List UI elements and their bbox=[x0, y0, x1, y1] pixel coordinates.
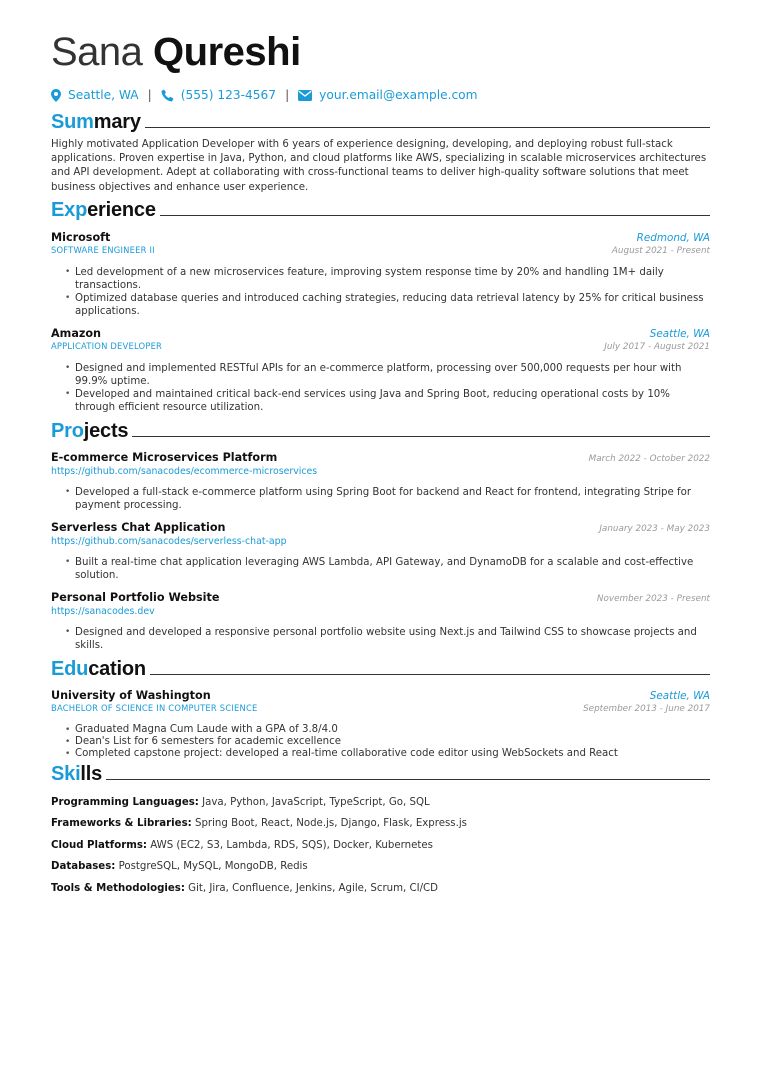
bullet-item: • Optimized database queries and introduced caching strategies, reducing data retrieval latency by 25% for critical business applications. bbox=[65, 292, 710, 318]
bullet-item: • Graduated Magna Cum Laude with a GPA of 3.8/4.0 bbox=[65, 724, 710, 736]
section-rule bbox=[150, 674, 710, 675]
skill-label: Frameworks & Libraries: bbox=[51, 818, 192, 830]
job-location: Seattle, WA bbox=[649, 327, 710, 340]
skills-heading: Skills bbox=[51, 763, 710, 787]
job-title: SOFTWARE ENGINEER II bbox=[51, 244, 155, 255]
job-location: Redmond, WA bbox=[636, 231, 710, 244]
map-marker-icon bbox=[51, 89, 61, 102]
company-name: Amazon bbox=[51, 326, 102, 340]
email-item[interactable] bbox=[298, 88, 477, 102]
project-dates: March 2022 - October 2022 bbox=[588, 453, 710, 464]
envelope-icon bbox=[298, 90, 312, 101]
experience-entry bbox=[51, 327, 710, 414]
bullet-item: • Built a real-time chat application leveraging AWS Lambda, API Gateway, and DynamoDB for a scalable and cost-effective solution. bbox=[65, 556, 710, 582]
section-rule bbox=[132, 436, 710, 437]
project-dates: January 2023 - May 2023 bbox=[599, 523, 710, 534]
job-dates: August 2021 - Present bbox=[611, 245, 710, 256]
skill-row bbox=[51, 860, 710, 873]
project-name: Personal Portfolio Website bbox=[51, 590, 220, 604]
skill-label: Programming Languages: bbox=[51, 796, 199, 808]
first-name: Sana bbox=[51, 30, 143, 74]
location-item bbox=[51, 88, 139, 102]
project-entry bbox=[51, 451, 710, 512]
project-dates: November 2023 - Present bbox=[596, 593, 710, 604]
project-name: E-commerce Microservices Platform bbox=[51, 450, 278, 464]
candidate-name bbox=[51, 30, 710, 74]
bullet-item: • Completed capstone project: developed a real-time collaborative code editor using WebSockets and React bbox=[65, 748, 710, 760]
education-dates: September 2013 - June 2017 bbox=[583, 703, 710, 714]
bullet-item: • Designed and implemented RESTful APIs for an e-commerce platform, processing over 500,000 requests per hour with 99.9% uptime. bbox=[65, 362, 710, 388]
skill-row bbox=[51, 796, 710, 809]
section-rule bbox=[145, 127, 710, 128]
project-link[interactable]: https://github.com/sanacodes/serverless-chat-app bbox=[51, 535, 287, 547]
job-dates: July 2017 - August 2021 bbox=[604, 341, 710, 352]
last-name: Qureshi bbox=[153, 30, 301, 74]
skill-label: Databases: bbox=[51, 861, 116, 873]
summary-text: Highly motivated Application Developer with 6 years of experience designing, developing, and deploying robust full-stack applications. Proven expertise in Java, Python, and cloud platforms like AWS, specializing in scalable microservices architectures and API development. Adept at collaborating with cross-functional teams to deliver high-quality software solutions that meet business objectives and enhance user experience. bbox=[51, 139, 707, 193]
skills-list bbox=[51, 796, 710, 895]
skill-row bbox=[51, 817, 710, 830]
project-entry bbox=[51, 591, 710, 652]
job-title: APPLICATION DEVELOPER bbox=[51, 340, 163, 351]
skill-label: Tools & Methodologies: bbox=[51, 882, 185, 894]
contact-separator: | bbox=[147, 88, 152, 102]
phone-text[interactable]: (555) 123-4567 bbox=[180, 88, 277, 102]
bullet-item: • Led development of a new microservices feature, improving system response time by 20% and handling 1M+ daily transactions. bbox=[65, 266, 710, 292]
degree: BACHELOR OF SCIENCE IN COMPUTER SCIENCE bbox=[51, 702, 258, 713]
school-name: University of Washington bbox=[51, 688, 211, 702]
company-name: Microsoft bbox=[51, 230, 111, 244]
phone-item[interactable] bbox=[161, 88, 276, 102]
skill-value: Java, Python, JavaScript, TypeScript, Go, SQL bbox=[202, 796, 430, 808]
bullet-item: • Developed and maintained critical back-end services using Java and Spring Boot, reducing operational costs by 10% through efficient resource utilization. bbox=[65, 388, 710, 414]
location-text: Seattle, WA bbox=[68, 88, 139, 102]
experience-entry bbox=[51, 231, 710, 318]
summary-heading: Summary bbox=[51, 110, 710, 134]
bullet-item: • Dean's List for 6 semesters for academic excellence bbox=[65, 736, 710, 748]
project-link[interactable]: https://github.com/sanacodes/ecommerce-microservices bbox=[51, 465, 318, 477]
project-link[interactable]: https://sanacodes.dev bbox=[51, 605, 155, 617]
skill-value: PostgreSQL, MySQL, MongoDB, Redis bbox=[118, 861, 308, 873]
skill-value: Git, Jira, Confluence, Jenkins, Agile, Scrum, CI/CD bbox=[188, 882, 439, 894]
bullet-item: • Developed a full-stack e-commerce platform using Spring Boot for backend and React for frontend, integrating Stripe for payment processing. bbox=[65, 486, 710, 512]
email-link[interactable]: your.email@example.com bbox=[319, 88, 478, 102]
section-rule bbox=[106, 779, 710, 780]
school-location: Seattle, WA bbox=[649, 689, 710, 702]
bullet-item: • Designed and developed a responsive personal portfolio website using Next.js and Tailwind CSS to showcase projects and skills. bbox=[65, 626, 710, 652]
experience-heading: Experience bbox=[51, 199, 710, 223]
phone-icon bbox=[161, 89, 174, 102]
skill-value: Spring Boot, React, Node.js, Django, Flask, Express.js bbox=[194, 818, 467, 830]
project-entry bbox=[51, 521, 710, 582]
contact-row bbox=[51, 86, 710, 104]
skill-value: AWS (EC2, S3, Lambda, RDS, SQS), Docker, Kubernetes bbox=[150, 839, 433, 851]
projects-heading: Projects bbox=[51, 420, 710, 444]
education-entry bbox=[51, 689, 710, 760]
section-rule bbox=[160, 215, 710, 216]
skill-label: Cloud Platforms: bbox=[51, 839, 147, 851]
education-heading: Education bbox=[51, 658, 710, 682]
skill-row bbox=[51, 839, 710, 852]
contact-separator: | bbox=[285, 88, 290, 102]
skill-row bbox=[51, 882, 710, 895]
project-name: Serverless Chat Application bbox=[51, 520, 226, 534]
